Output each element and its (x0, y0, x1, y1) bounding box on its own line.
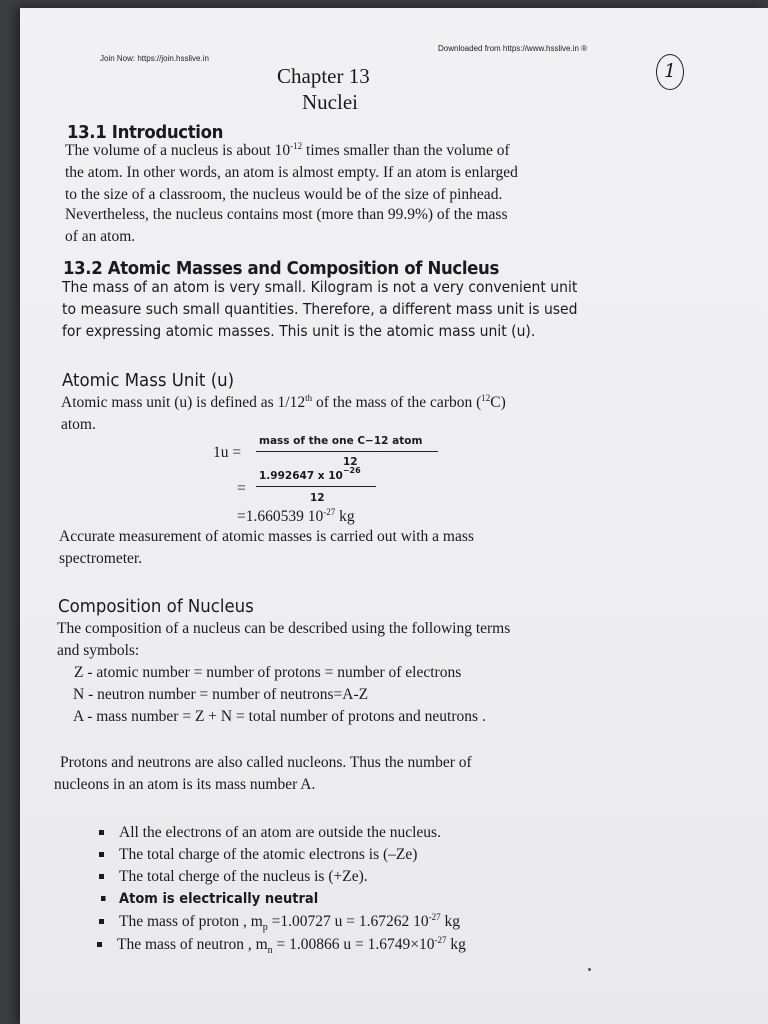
amu-definition: Atomic mass unit (u) is defined as 1/12th of the mass of the carbon ($^{12}$C) (61, 393, 506, 411)
amu-heading: Atomic Mass Unit (u) (62, 370, 235, 391)
term-n: N - neutron number = number of neutrons=A-Z (73, 686, 369, 703)
bullet-electron-charge: The total charge of the atomic electrons is (–Ze) (119, 844, 417, 866)
downloaded-from-link[interactable]: Downloaded from https://www.hsslive.in ® (438, 44, 588, 53)
equation-2-lhs: = (237, 480, 246, 497)
page-number: 1 (656, 54, 684, 90)
term-a: A - mass number = Z + N = total number of protons and neutrons . (73, 708, 486, 725)
fraction-bar (256, 451, 438, 452)
amu-note-line-2: spectrometer. (59, 550, 143, 567)
atomic-masses-line-2: to measure such small quantities. Therefore, a different mass unit is used (62, 300, 578, 318)
equation-denominator: 12 (343, 456, 358, 468)
intro-line-3: to the size of a classroom, the nucleus would be of the size of pinhead. (65, 186, 503, 203)
intro-line-4: Nevertheless, the nucleus contains most (more than 99.9%) of the mass (65, 206, 508, 223)
bullet-neutron-mass: The mass of neutron , $m_n = 1.00866$ $u = 1.6749\times 10^{-27}$ kg (117, 934, 466, 962)
amu-definition-line-2: atom. (61, 416, 96, 433)
composition-heading: Composition of Nucleus (58, 596, 254, 617)
section-heading-atomic-masses: 13.2 Atomic Masses and Composition of Nucleus (63, 258, 499, 279)
section-heading-introduction: 13.1 Introduction (67, 122, 223, 143)
equation-lhs: 1u = (213, 444, 242, 461)
composition-intro-line-1: The composition of a nucleus can be described using the following terms (57, 620, 511, 637)
chapter-name: Nuclei (302, 90, 358, 114)
term-z: Z - atomic number = number of protons = number of electrons (74, 664, 462, 681)
bullet-electrons-outside: All the electrons of an atom are outside the nucleus. (119, 822, 441, 844)
join-now-link[interactable]: Join Now: https://join.hsslive.in (100, 54, 209, 63)
bullet-neutral-atom: Atom is electrically neutral (119, 888, 318, 910)
atomic-masses-line-3: for expressing atomic masses. This unit is the atomic mass unit (u). (62, 322, 536, 340)
page-speck (588, 968, 591, 971)
equation-3: =1.660539 $10^{-27}$ kg (237, 507, 355, 525)
fraction-bar-2 (256, 486, 376, 487)
bullet-nucleus-charge: The total cherge of the nucleus is (+Ze). (119, 866, 368, 888)
chapter-label: Chapter 13 (277, 64, 370, 88)
amu-note-line-1: Accurate measurement of atomic masses is carried out with a mass (59, 528, 474, 545)
equation-2-denominator: 12 (310, 492, 325, 504)
intro-line-2: the atom. In other words, an atom is almost empty. If an atom is enlarged (65, 164, 518, 181)
equation-numerator: mass of the one C−12 atom (259, 435, 423, 447)
intro-line-5: of an atom. (65, 228, 136, 245)
composition-intro-line-2: and symbols: (57, 642, 140, 659)
nucleons-line-1: Protons and neutrons are also called nucleons. Thus the number of (60, 754, 472, 771)
intro-line-1: The volume of a nucleus is about $10^{-12}$ times smaller than the volume of (65, 141, 510, 159)
bullet-proton-mass: The mass of proton , $m_p =1.00727$ u = 1.67262 $10^{-27}$ kg (119, 911, 460, 939)
nucleons-line-2: nucleons in an atom is its mass number A. (54, 776, 316, 793)
document-page (20, 8, 768, 1024)
equation-2-numerator: 1.992647 x $10^{-26}$ (259, 466, 361, 482)
atomic-masses-line-1: The mass of an atom is very small. Kilogram is not a very convenient unit (62, 278, 578, 296)
